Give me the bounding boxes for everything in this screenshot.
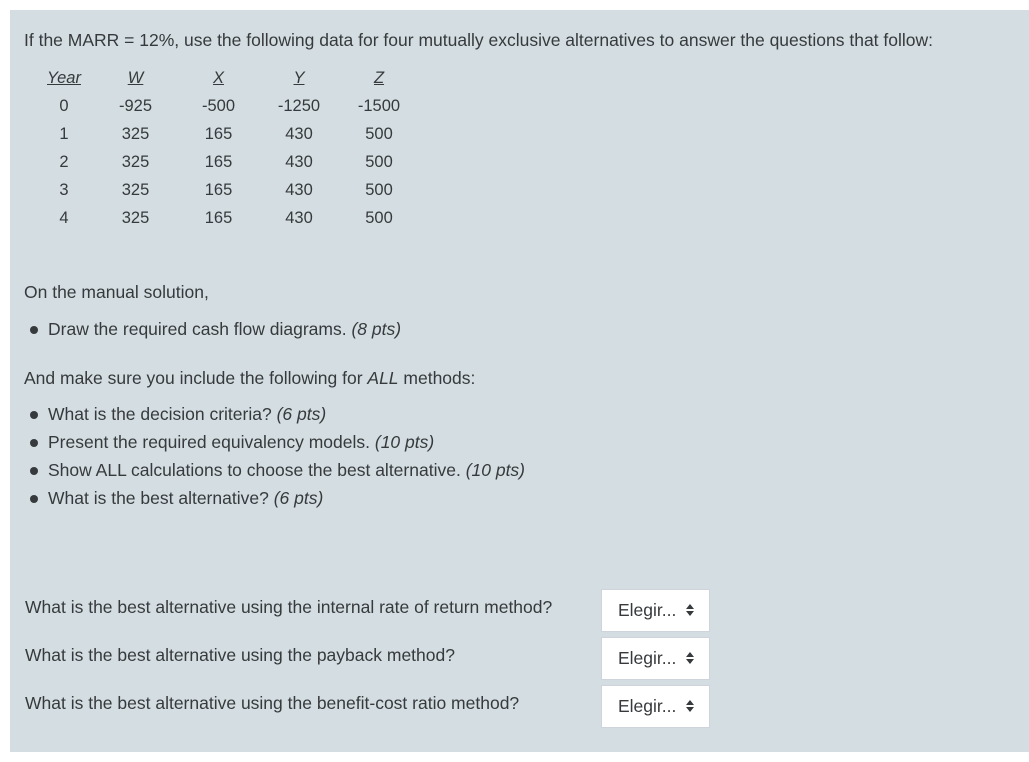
- question-irr: What is the best alternative using the internal rate of return method?: [25, 597, 553, 617]
- list-item: [24, 484, 525, 512]
- up-down-chevron-icon: [685, 590, 695, 631]
- intro-text: If the MARR = 12%, use the following data for four mutually exclusive alternatives to answer the questions that follow:: [24, 30, 934, 50]
- table-cell: 500: [365, 180, 393, 199]
- table-cell: 500: [365, 208, 393, 227]
- table-cell: 500: [365, 124, 393, 143]
- list-item: [24, 315, 401, 343]
- table-cell: -1500: [357, 96, 401, 115]
- table-cell: 430: [285, 152, 313, 171]
- header-z: Z: [373, 68, 385, 87]
- methods-lead-pre: And make sure you include the following for: [24, 368, 368, 388]
- bullet-icon: [30, 439, 38, 447]
- table-cell: 325: [121, 208, 150, 227]
- bullet-icon: [30, 411, 38, 419]
- cash-flow-table: [34, 64, 420, 232]
- list-item: [24, 400, 525, 428]
- methods-lead-emphasis: ALL: [367, 368, 399, 388]
- table-row: [34, 92, 420, 120]
- bullet-icon: [30, 326, 38, 334]
- question-panel: [10, 10, 1029, 752]
- list-item-text: Show ALL calculations to choose the best alternative.: [48, 460, 461, 480]
- table-cell: 165: [204, 208, 233, 227]
- table-row: [34, 148, 420, 176]
- methods-lead-post: methods:: [398, 368, 476, 388]
- methods-list: [24, 400, 525, 512]
- points-label: (8 pts): [351, 319, 402, 339]
- header-y: Y: [293, 68, 305, 87]
- list-item: [24, 456, 525, 484]
- points-label: (10 pts): [465, 460, 526, 480]
- bullet-icon: [30, 495, 38, 503]
- irr-answer-select[interactable]: [601, 589, 710, 632]
- list-item-text: Present the required equivalency models.: [48, 432, 370, 452]
- table-cell: 325: [121, 180, 150, 199]
- bullet-icon: [30, 467, 38, 475]
- table-header-row: [34, 64, 420, 92]
- table-cell: 165: [204, 180, 233, 199]
- up-down-chevron-icon: [685, 638, 695, 679]
- select-value: Elegir...: [618, 648, 677, 668]
- table-cell: 430: [285, 208, 313, 227]
- table-row: [34, 204, 420, 232]
- points-label: (6 pts): [276, 404, 327, 424]
- table-cell: 165: [204, 124, 233, 143]
- table-cell: 4: [59, 208, 69, 227]
- table-cell: 2: [59, 152, 69, 171]
- table-cell: 165: [204, 152, 233, 171]
- table-cell: 0: [59, 96, 69, 115]
- table-cell: 325: [121, 152, 150, 171]
- table-row: [34, 176, 420, 204]
- list-item: [24, 428, 525, 456]
- header-x: X: [212, 68, 224, 87]
- list-item-text: Draw the required cash flow diagrams.: [48, 319, 347, 339]
- table-cell: -925: [118, 96, 153, 115]
- up-down-chevron-icon: [685, 686, 695, 727]
- select-value: Elegir...: [618, 696, 677, 716]
- benefit-cost-answer-select[interactable]: [601, 685, 710, 728]
- table-cell: 325: [121, 124, 150, 143]
- table-cell: 500: [365, 152, 393, 171]
- manual-list: [24, 315, 401, 343]
- methods-lead: [24, 368, 475, 389]
- table-cell: 430: [285, 124, 313, 143]
- question-benefit-cost: What is the best alternative using the benefit-cost ratio method?: [25, 693, 520, 713]
- table-cell: 430: [285, 180, 313, 199]
- payback-answer-select[interactable]: [601, 637, 710, 680]
- select-value: Elegir...: [618, 600, 677, 620]
- table-cell: -500: [201, 96, 236, 115]
- header-year: Year: [47, 68, 81, 87]
- table-cell: 1: [59, 124, 69, 143]
- points-label: (6 pts): [273, 488, 324, 508]
- header-w: W: [127, 68, 144, 87]
- list-item-text: What is the decision criteria?: [48, 404, 272, 424]
- list-item-text: What is the best alternative?: [48, 488, 269, 508]
- table-cell: -1250: [277, 96, 321, 115]
- manual-solution-lead: On the manual solution,: [24, 282, 209, 302]
- table-cell: 3: [59, 180, 69, 199]
- points-label: (10 pts): [374, 432, 435, 452]
- table-row: [34, 120, 420, 148]
- question-payback: What is the best alternative using the payback method?: [25, 645, 455, 665]
